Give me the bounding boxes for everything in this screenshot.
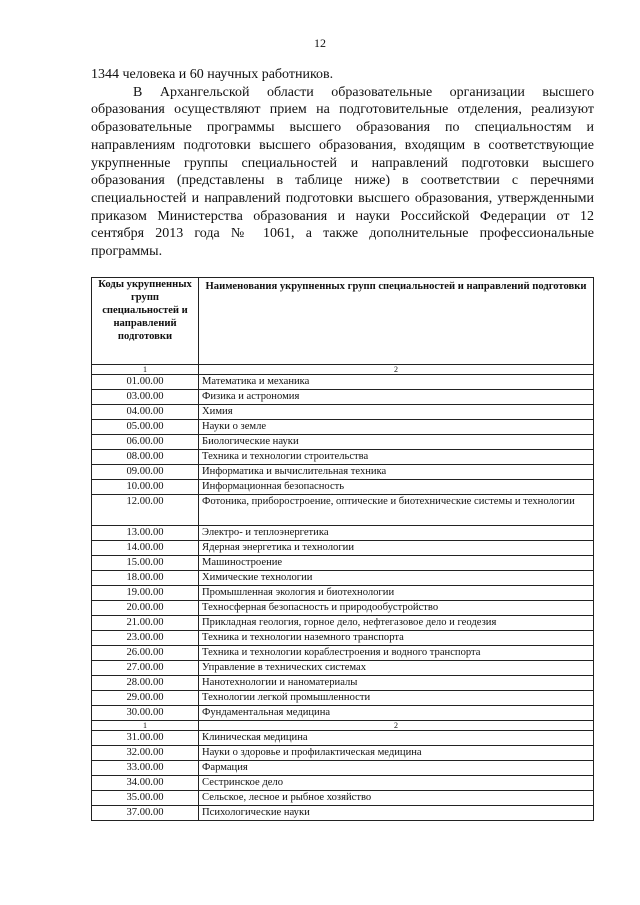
group-code: 26.00.00 <box>92 646 199 661</box>
table-row <box>92 616 594 631</box>
group-name: Техносферная безопасность и природообустройство <box>199 601 594 616</box>
table-row <box>92 601 594 616</box>
table-row <box>92 661 594 676</box>
group-code: 03.00.00 <box>92 390 199 405</box>
group-name: Информатика и вычислительная техника <box>199 465 594 480</box>
paragraph-continuation: 1344 человека и 60 научных работников. <box>91 67 334 82</box>
group-code: 23.00.00 <box>92 631 199 646</box>
paragraph-main: В Архангельской области образовательные организации высшего образования осуществляют прием на подготовительные отделения, реализуют образовательные программы высшего образования по специальностям и направлениям подготовки высшего образования, входящим в соответствующие укрупненные группы специальностей и направлений подготовки высшего образования (представлены в таблице ниже) в соответствии с перечнями специальностей и направлений подготовки высшего образования, утвержденными приказом Министерства образования и науки Российской Федерации от 12 сентября 2013 года № 1061, а также дополнительные профессиональные программы. <box>91 84 594 260</box>
table-row <box>92 495 594 526</box>
column-number-2: 2 <box>199 721 594 731</box>
group-code: 12.00.00 <box>92 495 199 526</box>
header-name: Наименования укрупненных групп специальностей и направлений подготовки <box>199 278 594 365</box>
group-name: Ядерная энергетика и технологии <box>199 541 594 556</box>
table-row <box>92 541 594 556</box>
group-code: 06.00.00 <box>92 435 199 450</box>
table-row <box>92 731 594 746</box>
group-name: Химические технологии <box>199 571 594 586</box>
table-row <box>92 375 594 390</box>
table-row <box>92 420 594 435</box>
table-row <box>92 450 594 465</box>
group-name: Фотоника, приборостроение, оптические и биотехнические системы и технологии <box>199 495 594 526</box>
group-code: 37.00.00 <box>92 806 199 821</box>
body-text <box>91 66 594 261</box>
group-code: 31.00.00 <box>92 731 199 746</box>
group-code: 01.00.00 <box>92 375 199 390</box>
group-code: 13.00.00 <box>92 526 199 541</box>
table-row <box>92 806 594 821</box>
group-code: 32.00.00 <box>92 746 199 761</box>
group-name: Технологии легкой промышленности <box>199 691 594 706</box>
table-row <box>92 646 594 661</box>
group-name: Техника и технологии наземного транспорта <box>199 631 594 646</box>
group-code: 10.00.00 <box>92 480 199 495</box>
group-code: 28.00.00 <box>92 676 199 691</box>
group-name: Промышленная экология и биотехнологии <box>199 586 594 601</box>
group-code: 35.00.00 <box>92 791 199 806</box>
group-name: Прикладная геология, горное дело, нефтегазовое дело и геодезия <box>199 616 594 631</box>
group-code: 04.00.00 <box>92 405 199 420</box>
group-code: 14.00.00 <box>92 541 199 556</box>
table-row <box>92 556 594 571</box>
table-row <box>92 761 594 776</box>
column-number-row <box>92 721 594 731</box>
table-row <box>92 706 594 721</box>
table-row <box>92 435 594 450</box>
table-row <box>92 776 594 791</box>
page-number: 12 <box>314 36 326 50</box>
group-code: 15.00.00 <box>92 556 199 571</box>
group-code: 18.00.00 <box>92 571 199 586</box>
group-name: Науки о здоровье и профилактическая медицина <box>199 746 594 761</box>
group-name: Психологические науки <box>199 806 594 821</box>
group-name: Фундаментальная медицина <box>199 706 594 721</box>
group-code: 08.00.00 <box>92 450 199 465</box>
group-name: Физика и астрономия <box>199 390 594 405</box>
column-number-row <box>92 365 594 375</box>
group-code: 34.00.00 <box>92 776 199 791</box>
table-row <box>92 746 594 761</box>
table-row <box>92 586 594 601</box>
group-code: 29.00.00 <box>92 691 199 706</box>
table-row <box>92 480 594 495</box>
table-row <box>92 571 594 586</box>
group-code: 05.00.00 <box>92 420 199 435</box>
group-code: 09.00.00 <box>92 465 199 480</box>
group-name: Управление в технических системах <box>199 661 594 676</box>
group-name: Науки о земле <box>199 420 594 435</box>
group-name: Химия <box>199 405 594 420</box>
column-number-1: 1 <box>92 721 199 731</box>
group-code: 20.00.00 <box>92 601 199 616</box>
table-row <box>92 465 594 480</box>
specialty-groups-table <box>91 277 594 821</box>
table-header-row <box>92 278 594 365</box>
header-code: Коды укрупненных групп специальностей и направлений подготовки <box>92 278 199 365</box>
group-name: Техника и технологии строительства <box>199 450 594 465</box>
table-row <box>92 791 594 806</box>
table-row <box>92 631 594 646</box>
group-code: 27.00.00 <box>92 661 199 676</box>
group-name: Нанотехнологии и наноматериалы <box>199 676 594 691</box>
table-row <box>92 676 594 691</box>
group-name: Машиностроение <box>199 556 594 571</box>
table-row <box>92 526 594 541</box>
table-row <box>92 691 594 706</box>
group-name: Математика и механика <box>199 375 594 390</box>
table-row <box>92 405 594 420</box>
column-number-2: 2 <box>199 365 594 375</box>
group-name: Техника и технологии кораблестроения и водного транспорта <box>199 646 594 661</box>
group-code: 19.00.00 <box>92 586 199 601</box>
group-name: Информационная безопасность <box>199 480 594 495</box>
group-code: 33.00.00 <box>92 761 199 776</box>
group-name: Сестринское дело <box>199 776 594 791</box>
group-name: Электро- и теплоэнергетика <box>199 526 594 541</box>
group-name: Клиническая медицина <box>199 731 594 746</box>
table-row <box>92 390 594 405</box>
group-code: 21.00.00 <box>92 616 199 631</box>
group-name: Сельское, лесное и рыбное хозяйство <box>199 791 594 806</box>
group-name: Биологические науки <box>199 435 594 450</box>
group-name: Фармация <box>199 761 594 776</box>
column-number-1: 1 <box>92 365 199 375</box>
group-code: 30.00.00 <box>92 706 199 721</box>
